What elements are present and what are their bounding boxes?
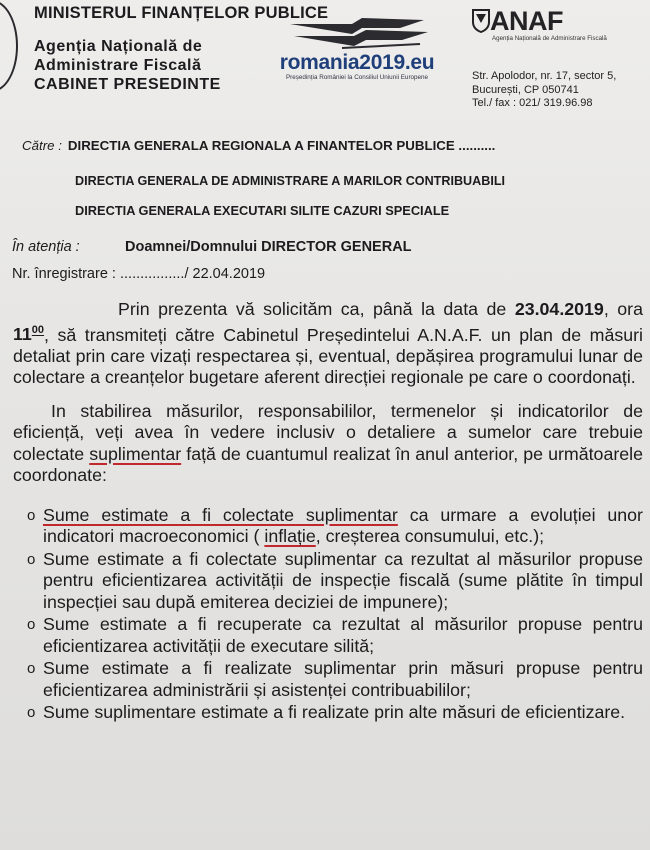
recipient-2: DIRECTIA GENERALA DE ADMINISTRARE A MARILOR CONTRIBUABILI bbox=[75, 174, 506, 188]
p1-text-b: , ora bbox=[603, 299, 643, 319]
recipient-3: DIRECTIA GENERALA EXECUTARI SILITE CAZURI SPECIALE bbox=[75, 203, 450, 218]
deadline-hour-value: 11 bbox=[13, 324, 32, 345]
list-item: o Sume estimate a fi realizate suplimentar prin măsuri propuse pentru eficientizarea administrării și asistenței contribuabililor; bbox=[13, 658, 643, 701]
item1-underlined: Sume estimate a fi colectate suplimentar bbox=[43, 504, 398, 525]
agency-line-2: Administrare Fiscală bbox=[34, 57, 202, 74]
item1-underlined-2: inflație bbox=[264, 526, 316, 547]
recipient-1: DIRECTIA GENERALA REGIONALA A FINANTELOR PUBLICE .......... bbox=[67, 138, 496, 153]
item1-text-b: , creșterea consumului, etc.); bbox=[315, 526, 545, 547]
p2-underlined-word: suplimentar bbox=[89, 443, 182, 464]
recipient-label: Către : bbox=[22, 138, 62, 153]
list-item bbox=[13, 505, 643, 548]
address-line-2: București, CP 050741 bbox=[472, 83, 579, 96]
item1-text-a: ca urmare a evoluției unor indicatori macroeconomici ( bbox=[43, 504, 643, 547]
presidency-logo-text: romania2019.eu bbox=[279, 51, 435, 74]
p2-text-b: față de cuantumul realizat în anul anterior, pe următoarele coordonate: bbox=[13, 443, 643, 486]
attention-value: Doamnei/Domnului DIRECTOR GENERAL bbox=[125, 239, 412, 255]
deadline-date: 23.04.2019 bbox=[514, 299, 604, 319]
coordinates-list bbox=[13, 505, 643, 724]
anaf-logo-text bbox=[472, 6, 607, 37]
address-line-3: Tel./ fax : 021/ 319.96.98 bbox=[472, 97, 593, 109]
list-item: o Sume suplimentare estimate a fi realizate prin alte măsuri de eficientizare. bbox=[13, 702, 643, 724]
attention-label: În atenția : bbox=[12, 239, 80, 255]
address-line-1: Str. Apolodor, nr. 17, sector 5, bbox=[472, 70, 617, 82]
flag-swoosh-icon bbox=[282, 14, 432, 52]
presidency-logo-subtitle: Președinția României la Consiliul Uniunii Europene bbox=[285, 74, 429, 81]
registration-line bbox=[12, 266, 265, 282]
paragraph-2 bbox=[13, 401, 643, 487]
presidency-logo bbox=[272, 14, 442, 82]
p2-text-a: In stabilirea măsurilor, responsabililor, termenelor și indicatorilor de eficiență, veți avea în vedere inclusiv o detaliere a sumelor care trebuie colectate bbox=[13, 400, 643, 464]
registration-label: Nr. înregistrare : bbox=[12, 266, 116, 282]
attention-line bbox=[12, 239, 412, 255]
p1-text-c: , să transmiteți către Cabinetul Președintelui A.N.A.F. un plan de măsuri detaliat prin care vizați respectarea și, eventual, depășirea programului lunar de colectare a creanțelor bugetare aferent direcției regionale pe care o coordonați. bbox=[13, 324, 643, 388]
recipient-line-1 bbox=[22, 138, 495, 153]
anaf-subtitle: Agenția Națională de Administrare Fiscală bbox=[492, 35, 607, 42]
registration-value: ................/ 22.04.2019 bbox=[119, 266, 266, 282]
seal-stamp bbox=[0, 0, 18, 92]
paragraph-1 bbox=[13, 299, 643, 389]
agency-line-3: CABINET PRESEDINTE bbox=[34, 76, 221, 93]
deadline-hour bbox=[13, 324, 44, 344]
agency-line-1: Agenția Națională de bbox=[34, 38, 203, 55]
list-item: o Sume estimate a fi recuperate ca rezultat al măsurilor propuse pentru eficientizarea activității de executare silită; bbox=[13, 614, 643, 657]
anaf-shield-icon bbox=[472, 9, 490, 33]
anaf-logo bbox=[472, 6, 607, 42]
address-block bbox=[472, 70, 616, 111]
list-item: o Sume estimate a fi colectate suplimentar ca rezultat al măsurilor propuse pentru eficientizarea activității de inspecție fiscală (sume plătite în timpul inspecției sau după emiterea deciziei de impunere); bbox=[13, 549, 643, 614]
deadline-minutes: 00 bbox=[31, 324, 45, 337]
ministry-name: MINISTERUL FINANȚELOR PUBLICE bbox=[34, 4, 329, 22]
anaf-wordmark: ANAF bbox=[490, 6, 563, 36]
document-body bbox=[13, 299, 643, 742]
p1-text-a: Prin prezenta vă solicităm ca, până la data de bbox=[118, 299, 507, 319]
